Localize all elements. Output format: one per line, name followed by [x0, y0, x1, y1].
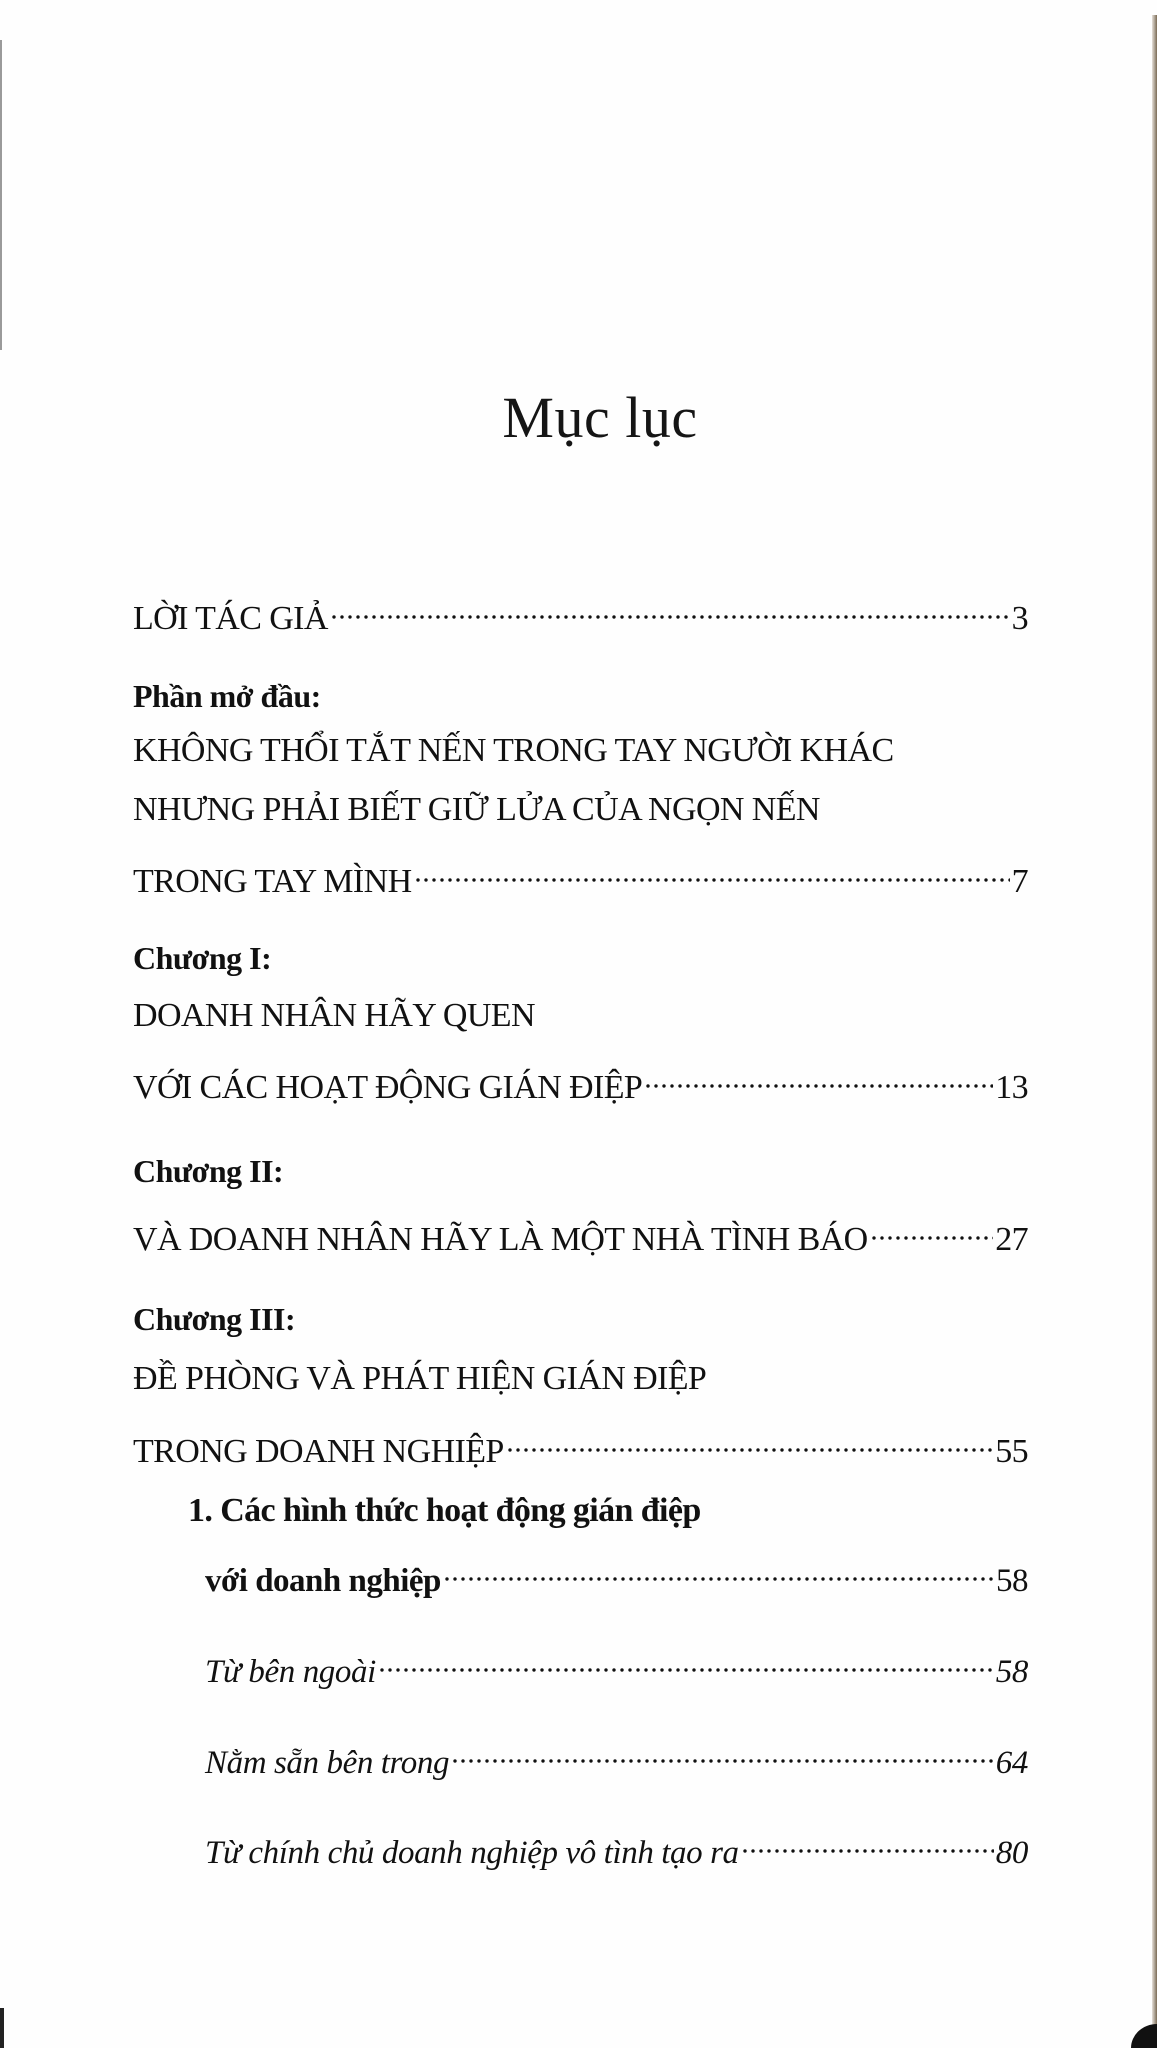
toc-entry-subsection[interactable] [205, 1636, 1028, 1690]
toc-entry-text: TRONG TAY MÌNH [133, 863, 412, 900]
toc-entry-chapter-2[interactable] [133, 1204, 1028, 1258]
dot-leader [870, 1204, 994, 1250]
toc-page-number: 58 [995, 1654, 1028, 1690]
toc-entry-author-note[interactable] [133, 583, 1028, 637]
toc-entry-text: TRONG DOANH NGHIỆP [133, 1433, 504, 1470]
toc-page-number: 27 [995, 1221, 1028, 1258]
toc-entry-text: Từ chính chủ doanh nghiệp vô tình tạo ra [205, 1835, 739, 1871]
toc-entry-text: KHÔNG THỔI TẮT NẾN TRONG TAY NGƯỜI KHÁC [133, 732, 894, 769]
dot-leader [506, 1416, 993, 1462]
toc-entry-text: LỜI TÁC GIẢ [133, 600, 328, 637]
chapter-label-2: Chương II: [133, 1153, 284, 1189]
dot-leader [741, 1817, 994, 1863]
toc-entry-text: VÀ DOANH NHÂN HÃY LÀ MỘT NHÀ TÌNH BÁO [133, 1221, 868, 1258]
page-edge-left [0, 40, 2, 350]
toc-entry-text: ĐỀ PHÒNG VÀ PHÁT HIỆN GIÁN ĐIỆP [133, 1360, 707, 1397]
toc-entry-section-1[interactable] [205, 1545, 1028, 1599]
toc-entry-text: VỚI CÁC HOẠT ĐỘNG GIÁN ĐIỆP [133, 1069, 643, 1106]
dot-leader [330, 583, 1010, 629]
dot-leader [644, 1052, 993, 1098]
dot-leader [443, 1545, 994, 1591]
section-label-prologue: Phần mở đầu: [133, 678, 321, 714]
chapter-label-3: Chương III: [133, 1301, 296, 1337]
toc-entry-chapter-1[interactable] [133, 1052, 1028, 1106]
dot-leader [451, 1727, 994, 1773]
toc-entry-text: DOANH NHÂN HÃY QUEN [133, 997, 535, 1034]
page-corner-shadow-left [0, 2008, 4, 2048]
toc-entry-prologue[interactable] [133, 846, 1028, 900]
toc-entry-text: NHƯNG PHẢI BIẾT GIỮ LỬA CỦA NGỌN NẾN [133, 791, 820, 828]
chapter-label-1: Chương I: [133, 940, 272, 976]
toc-page-number: 7 [1011, 863, 1028, 900]
toc-entry-text: Từ bên ngoài [205, 1654, 376, 1690]
toc-entry-subsection[interactable] [205, 1727, 1028, 1781]
toc-page-number: 58 [996, 1563, 1028, 1599]
toc-page-number: 64 [995, 1745, 1028, 1781]
page-title: Mục lục [502, 384, 698, 450]
toc-page-number: 80 [995, 1835, 1028, 1871]
toc-entry-text: với doanh nghiệp [205, 1563, 441, 1599]
toc-page-number: 3 [1011, 600, 1028, 637]
page-corner-shadow [1131, 2024, 1157, 2048]
toc-page-number: 55 [995, 1433, 1028, 1470]
toc-section-heading: 1. Các hình thức hoạt động gián điệp [188, 1492, 701, 1529]
toc-entry-subsection[interactable] [205, 1817, 1028, 1871]
dot-leader [378, 1636, 994, 1682]
toc-entry-chapter-3[interactable] [133, 1416, 1028, 1470]
toc-page-number: 13 [995, 1069, 1028, 1106]
page-edge-right [1152, 15, 1157, 2025]
toc-entry-text: Nằm sẵn bên trong [205, 1745, 450, 1781]
dot-leader [414, 846, 1010, 892]
